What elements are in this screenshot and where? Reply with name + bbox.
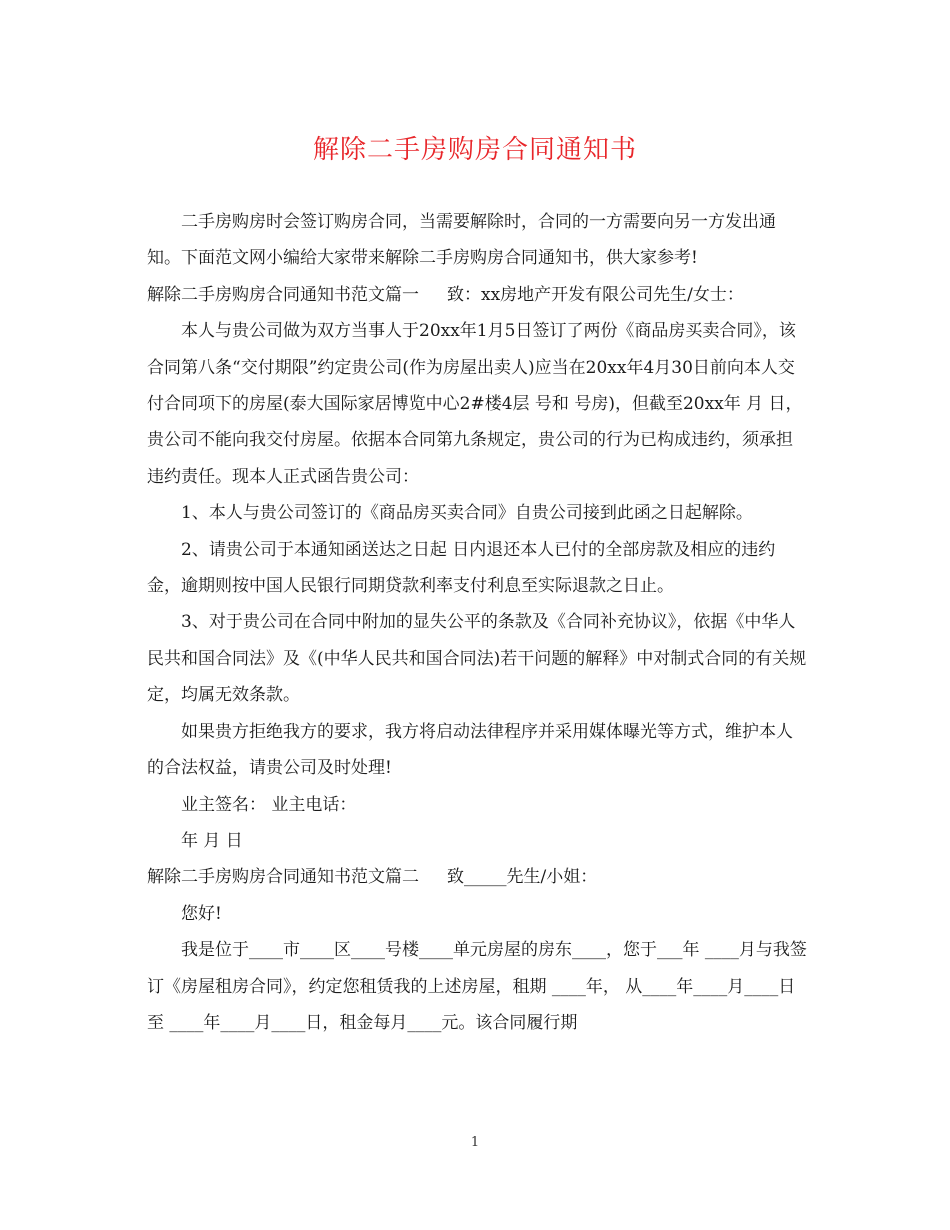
- sample1-item-1: 1、本人与贵公司签订的《商品房买卖合同》自贵公司接到此函之日起解除。: [181, 503, 753, 524]
- sample1-paragraph-1: 本人与贵公司做为双方当事人于20xx年1月5日签订了两份《商品房买卖合同》，该合同第八条“交付期限”约定贵公司(作为房屋出卖人)应当在20xx年4月30日前向本人交付合同项下的房屋(泰大国际家居博览中心2#楼4层 号和 号房)，但截至20xx年 月 日，贵公司不能向我交付房屋。依据本合同第九条规定，贵公司的行为已构成违约，须承担违约责任。现本人正式函告贵公司：: [147, 321, 803, 487]
- sample1-paragraph-2: 如果贵方拒绝我方的要求，我方将启动法律程序并采用媒体曝光等方式，维护本人的合法权益，请贵公司及时处理!: [147, 721, 793, 779]
- sample1-item-3: 3、对于贵公司在合同中附加的显失公平的条款及《合同补充协议》，依据《中华人民共和国合同法》及《(中华人民共和国合同法)若干问题的解释》中对制式合同的有关规定，均属无效条款。: [147, 612, 807, 706]
- intro-paragraph: 二手房购房时会签订购房合同，当需要解除时，合同的一方需要向另一方发出通知。下面范文网小编给大家带来解除二手房购房合同通知书，供大家参考!: [147, 212, 776, 269]
- sample1-date: 年 月 日: [181, 830, 243, 851]
- page-number: 1: [470, 1135, 480, 1150]
- sample1-signature: 业主签名： 业主电话：: [181, 794, 357, 815]
- sample2-paragraph-1: 我是位于____市____区____号楼____单元房屋的房东____，您于___年 ____月与我签订《房屋租房合同》，约定您租赁我的上述房屋，租期 ____年， 从____年____月____日至 ____年____月____日，租金每月____元。该合同履行期: [147, 940, 807, 1033]
- sample1-addressee: 致：xx房地产开发有限公司先生/女士：: [447, 284, 744, 305]
- sample1-item-2: 2、请贵公司于本通知函送达之日起 日内退还本人已付的全部房款及相应的违约金，逾期则按中国人民银行同期贷款利率支付利息至实际退款之日止。: [147, 539, 776, 597]
- sample2-addressee: 致_____先生/小姐：: [447, 867, 598, 888]
- sample2-heading: 解除二手房购房合同通知书范文篇二: [147, 867, 419, 888]
- sample2-greeting: 您好!: [181, 903, 222, 924]
- sample1-heading-line: [147, 277, 807, 313]
- sample1-heading: 解除二手房购房合同通知书范文篇一: [147, 284, 419, 305]
- document-body: [147, 204, 807, 1041]
- sample2-heading-line: [147, 859, 807, 895]
- document-title: 解除二手房购房合同通知书: [312, 135, 637, 165]
